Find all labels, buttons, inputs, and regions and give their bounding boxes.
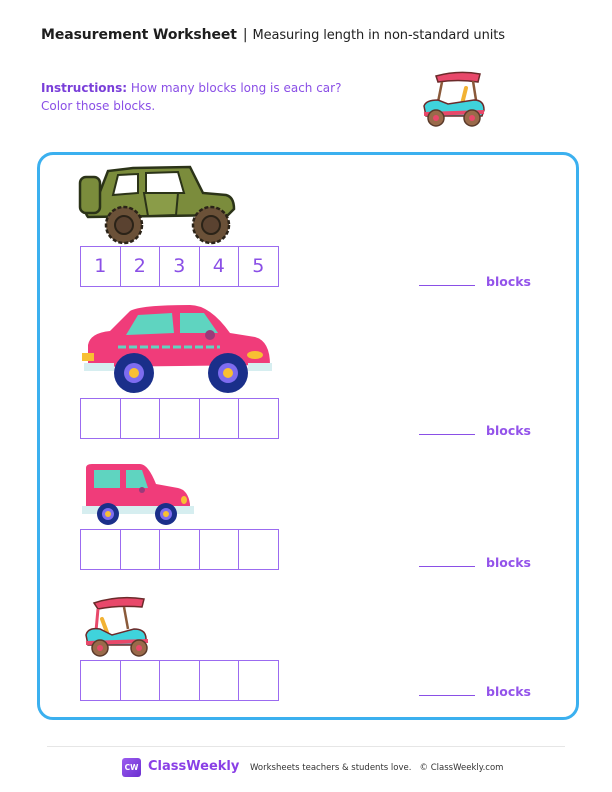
answer-blank[interactable] xyxy=(419,565,475,567)
block[interactable]: 5 xyxy=(238,246,279,287)
block[interactable] xyxy=(199,398,240,439)
classweekly-logo-icon: CW xyxy=(122,758,141,777)
answer-row-3 xyxy=(419,555,531,570)
answer-blank[interactable] xyxy=(419,694,475,696)
golf-cart-icon xyxy=(82,595,158,659)
header-separator: | xyxy=(242,27,248,43)
block-row-1 xyxy=(80,246,279,287)
block[interactable] xyxy=(199,660,240,701)
hatchback-car-icon xyxy=(80,462,196,526)
block-row-3 xyxy=(80,529,279,570)
blocks-label: blocks xyxy=(486,274,531,289)
block[interactable] xyxy=(159,529,200,570)
golf-cart-icon xyxy=(418,66,490,130)
block[interactable] xyxy=(238,529,279,570)
block[interactable] xyxy=(80,529,121,570)
block[interactable] xyxy=(120,660,161,701)
block[interactable] xyxy=(199,529,240,570)
block[interactable]: 2 xyxy=(120,246,161,287)
jeep-icon xyxy=(78,163,238,245)
tagline-text: Worksheets teachers & students love. xyxy=(250,763,412,773)
instructions-text-2: Color those blocks. xyxy=(41,99,156,113)
block[interactable] xyxy=(120,398,161,439)
block-row-4 xyxy=(80,660,279,701)
block[interactable] xyxy=(238,398,279,439)
worksheet-subtitle: Measuring length in non-standard units xyxy=(252,28,505,43)
brand-name: ClassWeekly xyxy=(148,759,240,774)
instructions xyxy=(41,79,361,115)
instructions-text: How many blocks long is each car? xyxy=(130,81,342,95)
block-row-2 xyxy=(80,398,279,439)
worksheet-title: Measurement Worksheet xyxy=(41,27,237,43)
copyright-text: © ClassWeekly.com xyxy=(419,763,504,773)
block[interactable]: 3 xyxy=(159,246,200,287)
block[interactable] xyxy=(238,660,279,701)
instructions-label: Instructions: xyxy=(41,81,128,95)
blocks-label: blocks xyxy=(486,555,531,570)
block[interactable]: 4 xyxy=(199,246,240,287)
answer-row-4 xyxy=(419,684,531,699)
blocks-label: blocks xyxy=(486,423,531,438)
block[interactable] xyxy=(80,398,121,439)
block[interactable] xyxy=(159,660,200,701)
block[interactable] xyxy=(159,398,200,439)
worksheet-header xyxy=(41,27,505,43)
answer-row-1 xyxy=(419,274,531,289)
block[interactable] xyxy=(80,660,121,701)
blocks-label: blocks xyxy=(486,684,531,699)
answer-row-2 xyxy=(419,423,531,438)
block[interactable] xyxy=(120,529,161,570)
sedan-car-icon xyxy=(80,303,274,393)
answer-blank[interactable] xyxy=(419,433,475,435)
footer-tagline xyxy=(250,763,503,773)
footer-divider xyxy=(47,746,565,747)
answer-blank[interactable] xyxy=(419,284,475,286)
block[interactable]: 1 xyxy=(80,246,121,287)
